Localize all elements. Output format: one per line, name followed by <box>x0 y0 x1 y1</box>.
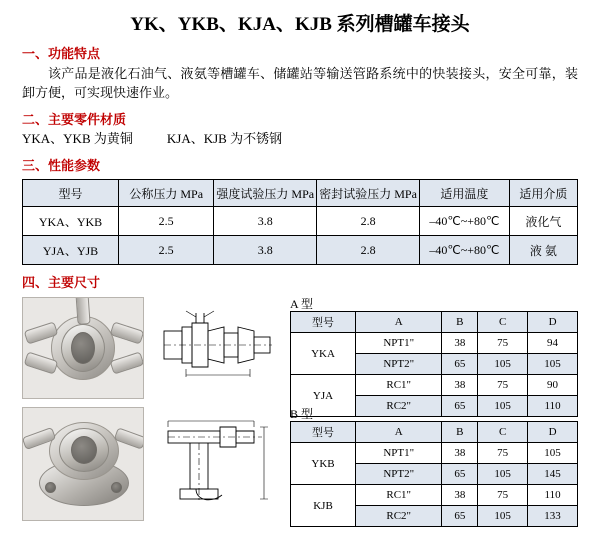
table-row <box>23 207 578 236</box>
col-seal-test: 密封试验压力 MPa <box>317 180 420 207</box>
col-model: 型号 <box>291 312 356 333</box>
cell-nominal-pressure: 2.5 <box>119 236 214 265</box>
cell-strength-test: 3.8 <box>214 207 317 236</box>
col-c: C <box>478 312 528 333</box>
performance-table <box>22 179 578 265</box>
section-heading-features: 一、功能特点 <box>22 46 101 61</box>
cell-b: 38 <box>442 375 478 396</box>
dimensions-area <box>0 295 600 545</box>
cell-b: 65 <box>442 396 478 417</box>
page-title: YK、YKB、KJA、KJB 系列槽罐车接头 <box>130 14 470 35</box>
dimension-table-b <box>290 421 578 527</box>
cell-a: RC2" <box>356 396 442 417</box>
table-header-row <box>291 312 578 333</box>
cell-a: RC1" <box>356 375 442 396</box>
cell-a: RC2" <box>356 506 442 527</box>
cell-model: YKB <box>291 443 356 485</box>
cell-a: RC1" <box>356 485 442 506</box>
cell-a: NPT1" <box>356 443 442 464</box>
col-d: D <box>528 312 578 333</box>
cell-c: 105 <box>478 354 528 375</box>
table-row <box>23 236 578 265</box>
table-a-label: A 型 <box>290 297 314 311</box>
cell-a: NPT2" <box>356 464 442 485</box>
col-nominal-pressure: 公称压力 MPa <box>119 180 214 207</box>
cell-b: 38 <box>442 485 478 506</box>
cell-d: 90 <box>528 375 578 396</box>
cell-b: 65 <box>442 506 478 527</box>
table-row <box>291 485 578 506</box>
cell-c: 75 <box>478 333 528 354</box>
table-header-row <box>291 422 578 443</box>
section-heading-materials: 二、主要零件材质 <box>22 112 127 127</box>
cell-c: 105 <box>478 396 528 417</box>
col-model: 型号 <box>291 422 356 443</box>
cell-nominal-pressure: 2.5 <box>119 207 214 236</box>
cell-a: NPT1" <box>356 333 442 354</box>
cell-d: 110 <box>528 396 578 417</box>
cell-model: YJA <box>291 375 356 417</box>
col-temperature: 适用温度 <box>420 180 510 207</box>
cell-c: 75 <box>478 375 528 396</box>
col-d: D <box>528 422 578 443</box>
cell-model: YKA、YKB <box>23 207 119 236</box>
col-a: A <box>356 312 442 333</box>
product-photo-b <box>22 407 144 521</box>
cell-d: 110 <box>528 485 578 506</box>
section-body-features: 该产品是液化石油气、液氨等槽罐车、储罐站等输送管路系统中的快装接头，安全可靠，装卸方便，可实现快速作业。 <box>22 66 578 100</box>
col-a: A <box>356 422 442 443</box>
materials-right: KJA、KJB 为不锈钢 <box>166 131 283 146</box>
table-b-label: B 型 <box>290 407 314 421</box>
cell-a: NPT2" <box>356 354 442 375</box>
cell-seal-test: 2.8 <box>317 207 420 236</box>
cell-temperature: –40℃~+80℃ <box>420 207 510 236</box>
cell-c: 75 <box>478 485 528 506</box>
cell-strength-test: 3.8 <box>214 236 317 265</box>
materials-left: YKA、YKB 为黄铜 <box>22 131 133 146</box>
cell-d: 145 <box>528 464 578 485</box>
materials-line <box>22 130 600 148</box>
col-strength-test: 强度试验压力 MPa <box>214 180 317 207</box>
product-photo-a <box>22 297 144 399</box>
table-header-row <box>23 180 578 207</box>
col-c: C <box>478 422 528 443</box>
col-model: 型号 <box>23 180 119 207</box>
dimension-table-a <box>290 311 578 417</box>
col-medium: 适用介质 <box>509 180 577 207</box>
cell-model: KJB <box>291 485 356 527</box>
table-row <box>291 333 578 354</box>
section-heading-performance: 三、性能参数 <box>22 158 101 173</box>
cell-model: YKA <box>291 333 356 375</box>
table-row <box>291 375 578 396</box>
section-heading-dimensions: 四、主要尺寸 <box>22 275 101 290</box>
cell-c: 105 <box>478 506 528 527</box>
drawing-b <box>150 407 280 519</box>
cell-b: 38 <box>442 333 478 354</box>
cell-d: 94 <box>528 333 578 354</box>
drawing-a <box>150 297 280 397</box>
cell-b: 65 <box>442 464 478 485</box>
cell-d: 133 <box>528 506 578 527</box>
cell-temperature: –40℃~+80℃ <box>420 236 510 265</box>
table-row <box>291 443 578 464</box>
cell-medium: 液 氨 <box>509 236 577 265</box>
cell-d: 105 <box>528 443 578 464</box>
cell-c: 105 <box>478 464 528 485</box>
cell-medium: 液化气 <box>509 207 577 236</box>
cell-c: 75 <box>478 443 528 464</box>
col-b: B <box>442 312 478 333</box>
cell-seal-test: 2.8 <box>317 236 420 265</box>
cell-b: 38 <box>442 443 478 464</box>
cell-b: 65 <box>442 354 478 375</box>
cell-model: YJA、YJB <box>23 236 119 265</box>
cell-d: 105 <box>528 354 578 375</box>
col-b: B <box>442 422 478 443</box>
